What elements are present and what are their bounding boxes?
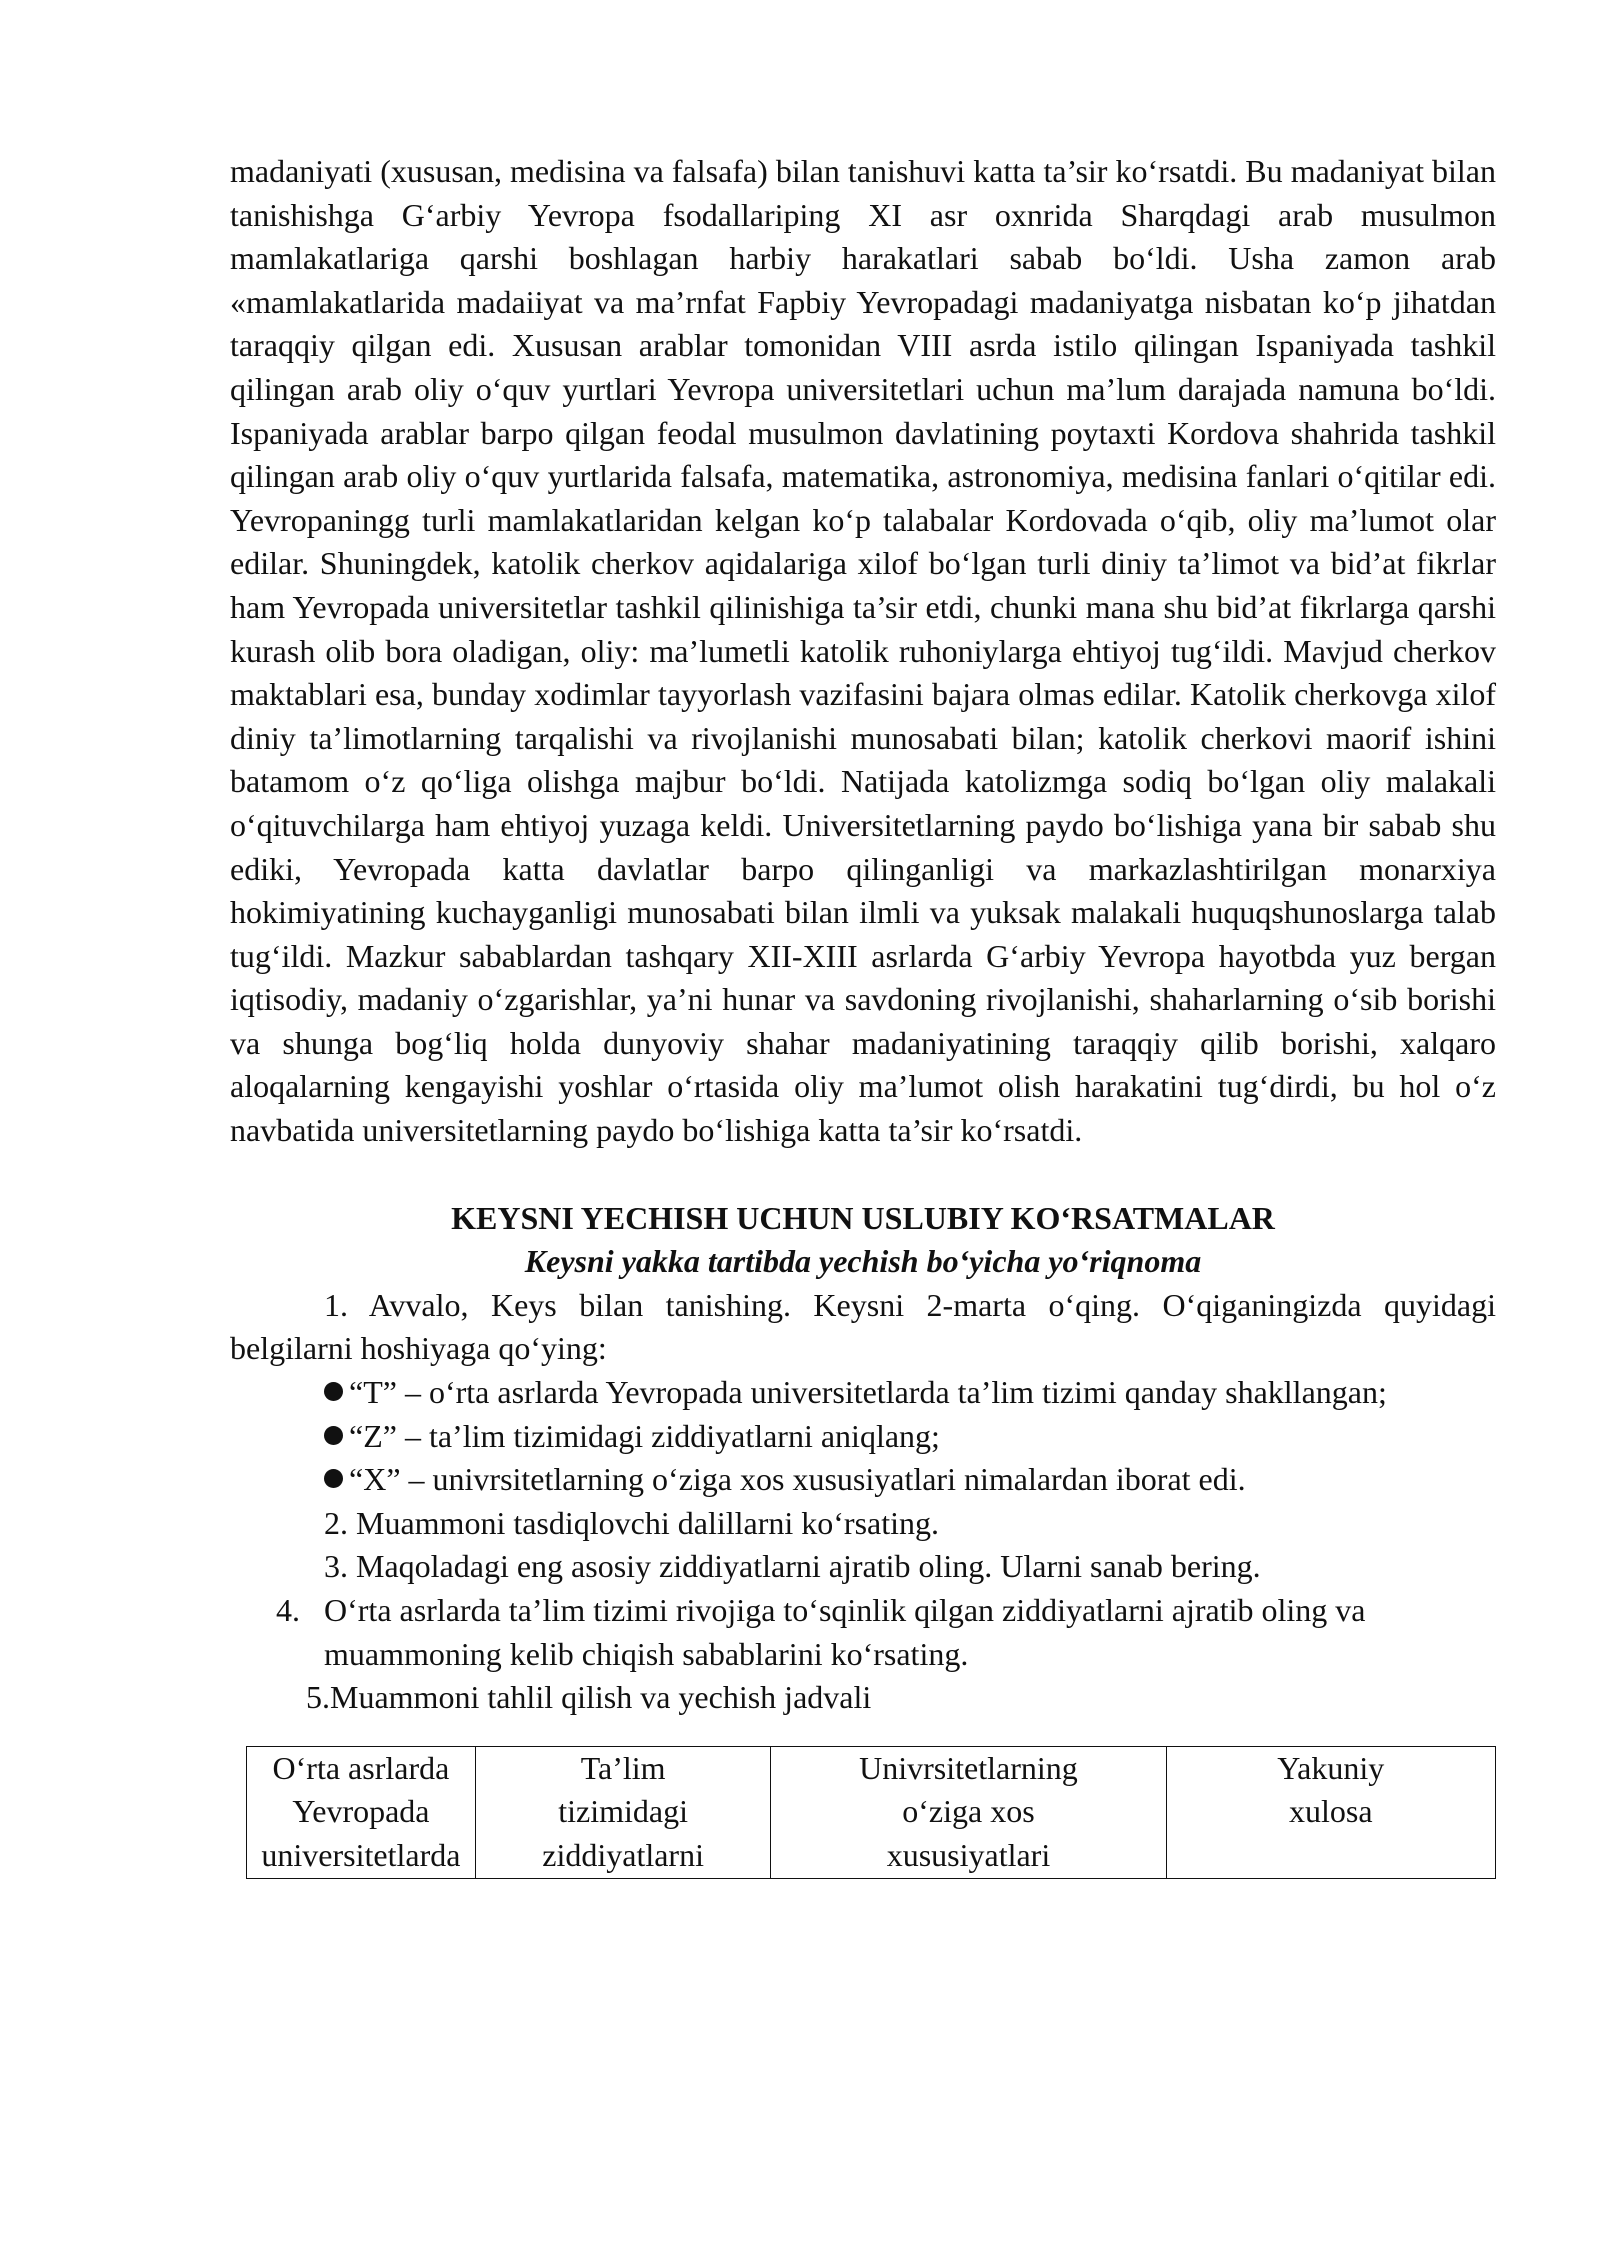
bullet-text: “Z” – ta’lim tizimidagi ziddiyatlarni aniqlang; (349, 1417, 940, 1454)
cell-line: Ta’lim (580, 1749, 666, 1786)
cell-line: O‘rta asrlarda (272, 1749, 450, 1786)
table-header-cell (475, 1746, 771, 1878)
bullet-text: “X” – univrsitetlarning o‘ziga xos xususiyatlari nimalardan iborat edi. (349, 1461, 1246, 1498)
bullet-text: “T” – o‘rta asrlarda Yevropada universitetlarda ta’lim tizimi qanday shakllangan; (349, 1374, 1387, 1411)
table-header-row (247, 1746, 1496, 1878)
bullet-item (230, 1458, 1496, 1502)
body-paragraph: madaniyati (xususan, medisina va falsafa) bilan tanishuvi katta ta’sir ko‘rsatdi. Bu madaniyat bilan tanishishga G‘arbiy Yevropa fsodallariping XI asr oxnrida Sharqdagi arab musulmon mamlakatlariga qarshi boshlagan harbiy harakatlari sabab bo‘ldi. Usha zamon arab «mamlakatlarida madaiiyat va ma’rnfat Fapbiy Yevropadagi madaniyatga nisbatan ko‘p jihatdan taraqqiy qilgan edi. Xususan arablar tomonidan VIII asrda istilo qilingan Ispaniyada tashkil qilingan arab oliy o‘quv yurtlari Yevropa universitetlari uchun ma’lum darajada namuna bo‘ldi. Ispaniyada arablar barpo qilgan feodal musulmon davlatining poytaxti Kordova shahrida tashkil qilingan arab oliy o‘quv yurtlarida falsafa, matematika, astronomiya, medisina fanlari o‘qitilar edi. Yevropaningg turli mamlakatlaridan kelgan ko‘p talabalar Kordovada o‘qib, oliy ma’lumot olar edilar. Shuningdek, katolik cherkov aqidalariga xilof bo‘lgan turli diniy ta’limot va bid’at fikrlar ham Yevropada universitetlar tashkil qilinishiga ta’sir etdi, chunki mana shu bid’at fikrlarga qarshi kurash olib bora oladigan, oliy: ma’lumetli katolik ruhoniylarga ehtiyoj tug‘ildi. Mavjud cherkov maktablari esa, bunday xodimlar tayyorlash vazifasini bajara olmas edilar. Katolik cherkovga xilof diniy ta’limotlarning tarqalishi va rivojlanishi munosabati bilan; katolik cherkovi maorif ishini batamom o‘z qo‘liga olishga majbur bo‘ldi. Natijada katolizmga sodiq bo‘lgan oliy malakali o‘qituvchilarga ham ehtiyoj yuzaga keldi. Universitetlarning paydo bo‘lishiga yana bir sabab shu ediki, Yevropada katta davlatlar barpo qilinganligi va markazlashtirilgan monarxiya hokimiyatining kuchayganligi munosabati bilan ilmli va yuksak malakali huquqshunoslarga talab tug‘ildi. Mazkur sabablardan tashqary XII-XIII asrlarda G‘arbiy Yevropa hayotbda yuz bergan iqtisodiy, madaniy o‘zgarishlar, ya’ni hunar va savdoning rivojlanishi, shaharlarning o‘sib borishi va shunga bog‘liq holda dunyoviy shahar madaniyatining taraqqiy qilib borishi, xalqaro aloqalarning kengayishi yoshlar o‘rtasida oliy ma’lumot olish harakatini tug‘dirdi, bu hol o‘z navbatida universitetlarning paydo bo‘lishiga katta ta’sir ko‘rsatdi. (230, 153, 1496, 1149)
cell-line: ziddiyatlarni (542, 1836, 704, 1873)
cell-line: tizimidagi (558, 1793, 688, 1830)
cell-line: xususiyatlari (886, 1836, 1051, 1873)
cell-line: Univrsitetlarning (859, 1749, 1078, 1786)
step-4-text: O‘rta asrlarda ta’lim tizimi rivojiga to‘sqinlik qilgan ziddiyatlarni ajratib oling va muammoning kelib chiqish sabablarini ko‘rsating. (324, 1592, 1366, 1672)
document-page (230, 150, 1496, 1879)
cell-line: xulosa (1288, 1793, 1373, 1830)
table-header-cell (1166, 1746, 1495, 1878)
analysis-table (246, 1746, 1496, 1879)
section-subheading: Keysni yakka tartibda yechish bo‘yicha yo‘riqnoma (524, 1243, 1202, 1280)
cell-line: universitetlarda (261, 1836, 461, 1873)
bullet-icon (324, 1426, 343, 1445)
step-3: 3. Maqoladagi eng asosiy ziddiyatlarni ajratib oling. Ularni sanab bering. (324, 1548, 1261, 1585)
step-1: 1. Avvalo, Keys bilan tanishing. Keysni 2-marta o‘qing. O‘qiganingizda quyidagi belgilarni hoshiyaga qo‘ying: (230, 1286, 1496, 1367)
step-5: 5.Muammoni tahlil qilish va yechish jadvali (306, 1679, 872, 1716)
bullet-icon (324, 1469, 343, 1488)
cell-line: Yevropada (292, 1793, 430, 1830)
table-header-cell (247, 1746, 476, 1878)
step-2: 2. Muammoni tasdiqlovchi dalillarni ko‘rsating. (324, 1504, 940, 1541)
bullet-icon (324, 1382, 343, 1401)
step-4-number: 4. (276, 1592, 300, 1628)
cell-line: Yakuniy (1277, 1749, 1385, 1786)
section-heading: KEYSNI YECHISH UCHUN USLUBIY KO‘RSATMALAR (451, 1199, 1275, 1236)
cell-line: o‘ziga xos (902, 1793, 1035, 1830)
step-4 (230, 1589, 1496, 1676)
analysis-table-wrap (246, 1746, 1496, 1879)
section-gap (230, 1153, 1496, 1197)
table-header-cell (771, 1746, 1166, 1878)
bullet-item (230, 1415, 1496, 1459)
bullet-item (230, 1371, 1496, 1415)
